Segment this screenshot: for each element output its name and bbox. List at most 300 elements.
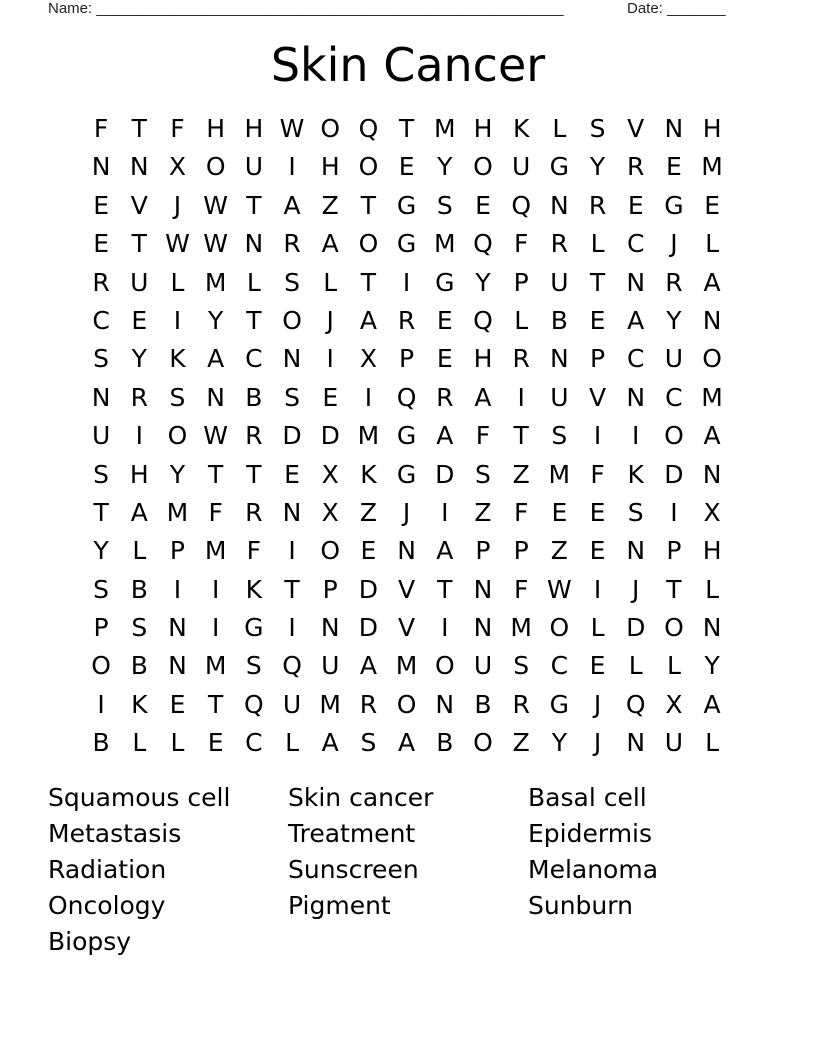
grid-letter: M [357,421,380,451]
word-list-item: Oncology [48,891,166,920]
grid-letter: X [665,689,683,719]
word-list-item: Melanoma [528,855,659,884]
grid-letter: L [666,651,681,681]
grid-letter: R [283,229,301,259]
word-list-item: Radiation [48,855,167,884]
grid-letter: T [246,190,262,220]
grid-letter: T [246,459,262,489]
grid-letter: B [130,574,148,604]
grid-letter: V [398,574,416,604]
word-list-item: Skin cancer [288,783,434,812]
grid-letter: N [702,305,722,335]
grid-letter: O [320,536,341,566]
grid-letter: D [435,459,455,489]
grid-letter: L [170,267,185,297]
grid-letter: Z [512,728,530,758]
grid-letter: U [550,267,569,297]
grid-letter: N [168,613,187,643]
grid-letter: Q [473,305,493,335]
grid-letter: I [441,497,449,527]
grid-letter: R [245,421,263,451]
grid-letter: V [627,114,645,143]
grid-letter: P [475,536,491,566]
grid-letter: F [513,497,529,527]
word-list-item: Squamous cell [48,783,231,812]
grid-letter: T [246,305,262,335]
grid-letter: M [510,613,532,643]
grid-letter: I [593,574,602,604]
grid-letter: U [512,152,531,182]
grid-letter: Z [359,497,377,527]
grid-letter: H [129,459,149,489]
grid-letter: N [244,229,264,259]
grid-letter: D [358,574,379,604]
grid-letter: U [664,728,684,758]
grid-letter: F [513,229,529,259]
grid-letter: Z [474,497,492,527]
grid-letter: I [135,421,143,451]
grid-letter: L [628,651,643,681]
grid-letter: A [359,305,377,335]
grid-letter: N [549,190,569,220]
grid-letter: A [321,728,339,758]
grid-row [82,686,732,724]
grid-letter: T [208,689,224,719]
grid-letter: N [473,574,493,604]
grid-letter: T [131,229,147,259]
grid-letter: B [92,728,110,758]
grid-letter: I [211,574,220,604]
grid-letter: M [204,651,227,681]
grid-letter: M [204,267,227,297]
grid-letter: T [360,190,377,220]
grid-letter: E [551,497,568,527]
grid-letter: J [402,497,411,527]
grid-letter: I [364,382,373,412]
grid-letter: L [132,728,147,758]
grid-letter: O [282,305,302,335]
grid-letter: W [203,190,229,220]
grid-letter: T [398,114,415,143]
grid-letter: E [436,344,453,374]
grid-letter: M [166,497,189,527]
grid-letter: O [549,613,570,643]
grid-letter: Y [704,651,720,681]
grid-letter: R [92,267,110,297]
grid-letter: U [244,152,263,182]
grid-letter: P [513,267,529,297]
grid-letter: N [129,152,149,182]
grid-letter: U [664,344,684,374]
grid-letter: R [436,382,454,412]
grid-letter: N [664,114,684,143]
grid-letter: R [627,152,645,182]
grid-letter: X [321,459,339,489]
grid-letter: I [593,421,602,451]
word-list-item: Pigment [288,891,391,920]
grid-letter: Q [396,382,417,412]
grid-row [82,264,732,302]
word-list [48,780,788,960]
grid-letter: A [398,728,416,758]
grid-letter: W [165,229,190,259]
grid-letter: M [395,651,418,681]
grid-letter: P [93,613,109,643]
grid-letter: Q [282,651,302,681]
grid-letter: D [664,459,684,489]
grid-letter: L [590,229,605,259]
grid-letter: V [130,190,148,220]
grid-row [82,417,732,455]
grid-letter: K [245,574,263,604]
grid-letter: P [513,536,529,566]
grid-letter: M [319,689,341,719]
grid-letter: Q [358,114,379,143]
grid-letter: O [167,421,188,451]
grid-letter: T [437,574,453,604]
grid-row [82,647,732,685]
grid-letter: J [670,229,678,259]
grid-letter: R [245,497,263,527]
grid-letter: R [512,344,530,374]
grid-letter: N [626,382,646,412]
name-field: Name: ________________________________________________________ [48,0,564,17]
grid-letter: I [288,152,296,182]
grid-letter: S [93,344,110,374]
word-list-item: Biopsy [48,927,132,956]
grid-letter: P [666,536,682,566]
grid-letter: N [282,344,302,374]
grid-letter: L [514,305,529,335]
grid-letter: Z [550,536,568,566]
grid-letter: K [360,459,377,489]
grid-letter: E [93,229,109,259]
grid-letter: H [702,536,722,566]
grid-row [82,724,732,762]
grid-letter: E [627,190,644,220]
grid-letter: H [320,152,340,182]
grid-letter: P [169,536,185,566]
grid-letter: U [130,267,149,297]
grid-letter: C [245,728,263,758]
grid-letter: M [433,114,456,143]
word-list-item: Sunburn [528,891,633,920]
grid-letter: S [284,267,300,297]
grid-letter: A [436,536,454,566]
grid-letter: G [549,689,570,719]
grid-letter: S [360,728,377,758]
grid-letter: I [288,613,296,643]
grid-letter: U [473,651,493,681]
grid-letter: G [396,229,417,259]
grid-letter: X [703,497,721,527]
grid-letter: G [549,152,570,182]
grid-letter: B [436,728,454,758]
grid-letter: E [131,305,148,335]
grid-letter: K [627,459,644,489]
grid-letter: E [322,382,339,412]
grid-letter: F [513,574,529,604]
grid-letter: S [436,190,453,220]
grid-letter: E [475,190,491,220]
grid-letter: O [358,152,379,182]
grid-row [82,571,732,609]
grid-letter: S [513,651,530,681]
grid-letter: N [626,267,646,297]
grid-letter: L [590,613,605,643]
grid-row [82,148,732,186]
grid-letter: I [173,574,182,604]
grid-letter: A [283,190,301,220]
grid-letter: H [206,114,226,143]
grid-letter: C [626,344,645,374]
grid-letter: M [548,459,571,489]
grid-letter: J [593,689,602,719]
grid-letter: E [398,152,415,182]
grid-letter: Z [321,190,339,220]
grid-row [82,302,732,340]
grid-letter: W [546,574,572,604]
grid-letter: W [279,114,305,143]
grid-row [82,609,732,647]
grid-letter: D [358,613,379,643]
grid-letter: O [205,152,226,182]
grid-letter: E [169,689,186,719]
grid-letter: C [665,382,683,412]
grid-letter: Y [208,305,224,335]
grid-letter: T [284,574,300,604]
grid-letter: P [399,344,415,374]
grid-letter: Y [475,267,491,297]
grid-letter: A [627,305,645,335]
grid-letter: Q [473,229,493,259]
grid-letter: U [321,651,340,681]
grid-letter: E [589,497,606,527]
grid-letter: T [360,267,377,297]
grid-letter: C [245,344,263,374]
grid-letter: T [666,574,682,604]
grid-letter: M [204,536,227,566]
grid-letter: O [358,229,379,259]
grid-letter: E [284,459,300,489]
grid-letter: N [626,728,646,758]
grid-letter: A [436,421,454,451]
grid-letter: U [550,382,569,412]
grid-letter: Y [437,152,453,182]
grid-letter: G [396,459,417,489]
grid-letter: J [173,190,182,220]
grid-letter: F [246,536,262,566]
date-field: Date: _______ [627,0,726,17]
grid-letter: I [211,613,220,643]
grid-row [82,187,732,225]
grid-letter: V [588,382,607,412]
grid-letter: S [627,497,644,527]
grid-letter: O [396,689,417,719]
grid-row [82,456,732,494]
grid-letter: B [130,651,148,681]
grid-letter: M [433,229,456,259]
grid-letter: A [703,689,721,719]
grid-row [82,225,732,263]
grid-letter: S [93,459,110,489]
grid-letter: K [131,689,148,719]
grid-letter: E [589,651,606,681]
word-list-item: Treatment [288,819,416,848]
word-search-grid [82,110,732,763]
grid-letter: G [396,190,417,220]
word-list-item: Metastasis [48,819,182,848]
grid-letter: T [93,497,109,527]
grid-letter: J [632,574,640,604]
grid-letter: B [474,689,492,719]
grid-letter: N [91,382,111,412]
grid-letter: Y [93,536,109,566]
grid-letter: N [320,613,340,643]
grid-letter: A [359,651,377,681]
grid-letter: B [245,382,263,412]
grid-letter: A [130,497,148,527]
grid-letter: A [703,267,721,297]
grid-letter: S [93,574,110,604]
grid-letter: Y [551,728,567,758]
grid-letter: S [475,459,491,489]
grid-letter: Q [244,689,264,719]
grid-letter: N [397,536,416,566]
grid-letter: O [664,613,684,643]
grid-letter: K [169,344,186,374]
grid-letter: S [551,421,568,451]
grid-letter: N [435,689,455,719]
grid-letter: O [91,651,111,681]
grid-letter: Y [169,459,186,489]
grid-letter: R [359,689,378,719]
grid-letter: L [705,229,720,259]
grid-letter: S [131,613,148,643]
grid-letter: L [705,574,720,604]
grid-letter: J [593,728,602,758]
grid-letter: V [398,613,416,643]
grid-letter: R [130,382,148,412]
word-list-item: Sunscreen [288,855,419,884]
grid-letter: T [513,421,529,451]
grid-letter: F [170,114,185,143]
grid-letter: R [550,229,569,259]
grid-letter: H [473,114,493,143]
grid-letter: I [441,613,449,643]
grid-letter: N [702,613,722,643]
grid-letter: R [665,267,683,297]
grid-letter: L [285,728,299,758]
page-title: Skin Cancer [270,38,546,92]
grid-letter: G [664,190,684,220]
grid-letter: W [203,229,229,259]
grid-letter: O [473,152,493,182]
grid-letter: U [91,421,111,451]
grid-letter: I [326,344,334,374]
grid-letter: J [326,305,334,335]
grid-letter: R [512,689,530,719]
grid-letter: A [321,229,339,259]
grid-letter: L [705,728,720,758]
grid-letter: F [93,114,109,143]
grid-letter: E [93,190,109,220]
grid-letter: I [97,689,105,719]
grid-letter: H [244,114,264,143]
grid-letter: O [434,651,455,681]
grid-letter: E [589,305,606,335]
grid-letter: L [552,114,567,143]
grid-letter: E [704,190,720,220]
grid-letter: C [92,305,110,335]
grid-letter: D [320,421,340,451]
grid-letter: L [246,267,261,297]
grid-letter: Y [666,305,682,335]
grid-letter: E [666,152,682,182]
grid-row [82,532,732,570]
grid-letter: T [589,267,606,297]
grid-letter: M [701,382,723,412]
grid-letter: R [397,305,416,335]
grid-letter: S [589,114,606,143]
grid-letter: F [590,459,605,489]
grid-letter: N [626,536,646,566]
grid-letter: N [549,344,569,374]
grid-letter: B [550,305,568,335]
grid-letter: E [207,728,224,758]
grid-letter: O [664,421,684,451]
grid-letter: G [396,421,417,451]
grid-row [82,340,732,378]
grid-letter: O [702,344,722,374]
grid-letter: I [288,536,296,566]
grid-letter: H [473,344,493,374]
grid-letter: X [321,497,339,527]
grid-letter: N [206,382,225,412]
grid-letter: O [320,114,341,143]
word-list-item: Basal cell [528,783,647,812]
grid-letter: I [517,382,525,412]
grid-letter: Q [625,689,646,719]
grid-letter: E [589,536,606,566]
grid-letter: N [168,651,187,681]
grid-letter: Q [511,190,531,220]
grid-letter: N [702,459,722,489]
grid-letter: D [282,421,302,451]
grid-letter: R [588,190,607,220]
grid-letter: C [626,229,645,259]
grid-letter: L [323,267,338,297]
grid-row [82,379,732,417]
grid-letter: P [322,574,338,604]
grid-letter: I [670,497,678,527]
grid-letter: G [244,613,264,643]
grid-letter: H [702,114,722,143]
grid-letter: I [632,421,640,451]
grid-letter: I [402,267,411,297]
grid-letter: A [207,344,225,374]
grid-letter: Y [589,152,606,182]
grid-letter: S [245,651,262,681]
grid-letter: X [359,344,377,374]
grid-letter: T [208,459,224,489]
grid-letter: U [282,689,302,719]
grid-letter: D [626,613,646,643]
grid-letter: L [132,536,147,566]
grid-letter: L [170,728,185,758]
grid-letter: P [589,344,606,374]
grid-row [82,110,732,148]
